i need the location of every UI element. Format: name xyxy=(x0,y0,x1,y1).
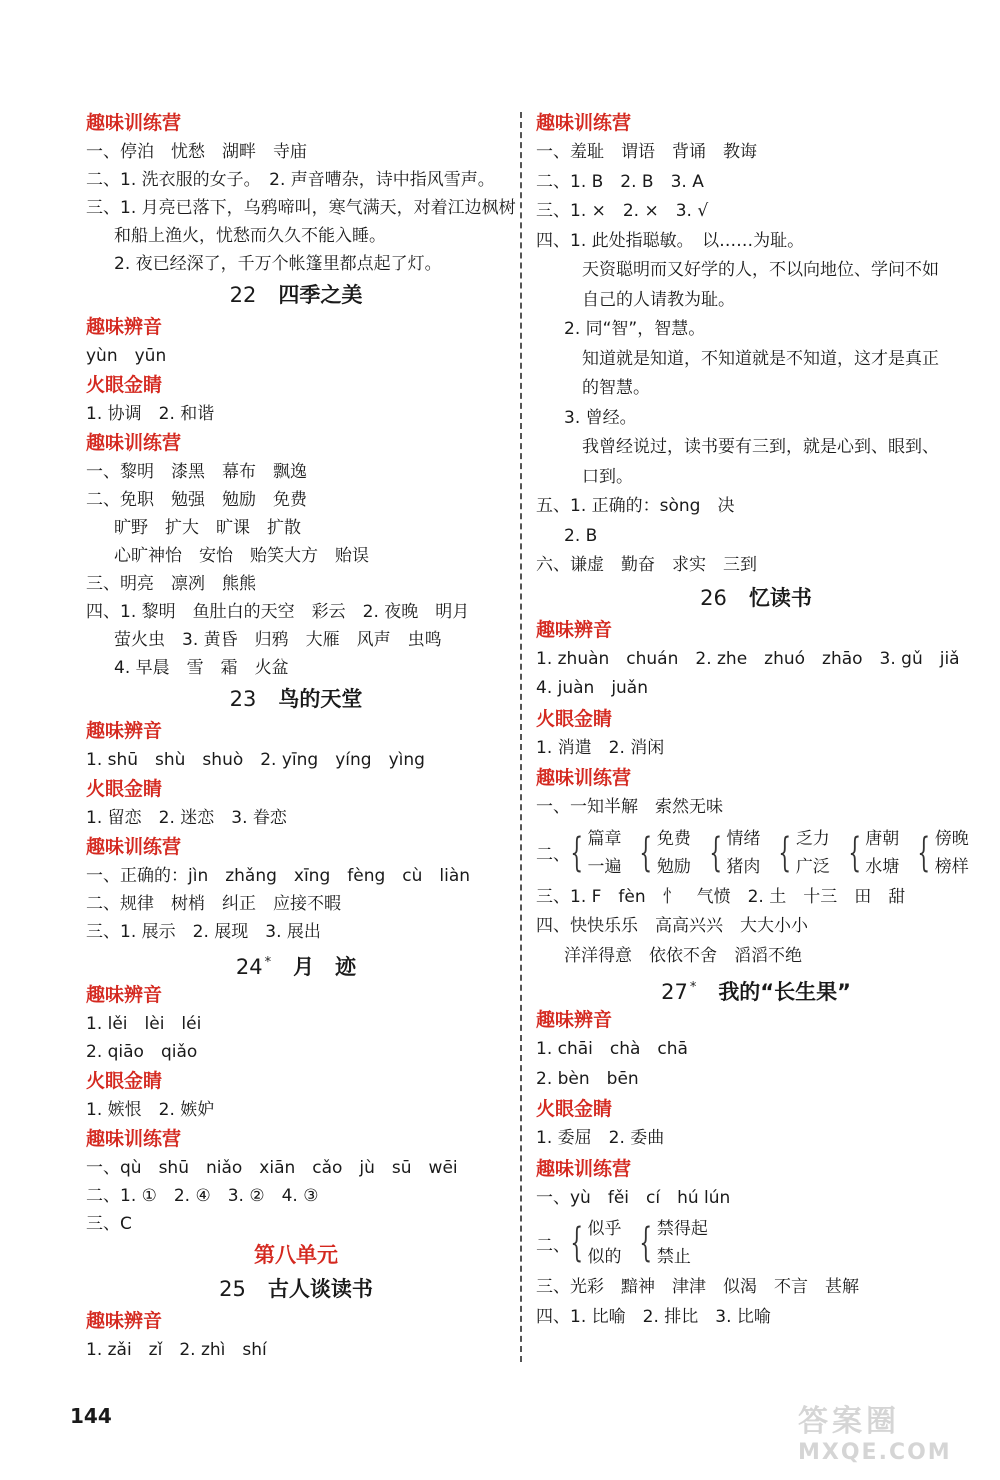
section-heading: 火眼金睛 xyxy=(536,707,613,730)
answer-line: 4. 早晨 雪 霜 火盆 xyxy=(114,658,289,678)
lesson-title xyxy=(86,278,506,312)
answer-line: yùn yūn xyxy=(86,346,167,366)
answer-line: 一、停泊 忧愁 湖畔 寺庙 xyxy=(86,142,307,162)
word-pair: { 傍晚 榜样 xyxy=(917,828,969,877)
brace-icon: { xyxy=(848,829,861,876)
answer-line: 3. 曾经。 xyxy=(564,407,637,428)
answer-line: 三、明亮 凛冽 熊熊 xyxy=(86,574,256,594)
section-heading: 趣味辨音 xyxy=(86,984,163,1006)
answer-line: 知道就是知道，不知道就是不知道，这才是真正 xyxy=(582,348,939,369)
answer-line: 五、1. 正确的：sòng 决 xyxy=(536,496,735,516)
lesson-title xyxy=(86,946,506,980)
answer-line: 洋洋得意 依依不舍 滔滔不绝 xyxy=(564,945,802,966)
answer-line: 三、1. × 2. × 3. √ xyxy=(536,201,709,221)
unit-title: 第八单元 xyxy=(254,1242,338,1267)
brace-icon: { xyxy=(778,829,792,876)
lesson-name: 古人谈读书 xyxy=(267,1277,373,1301)
answer-line: 心旷神怡 安怡 贻笑大方 贻误 xyxy=(114,546,369,566)
word-pair: { 禁得起 禁止 xyxy=(639,1219,708,1267)
answer-line: 2. 同“智”，智慧。 xyxy=(564,319,706,339)
section-heading: 趣味训练营 xyxy=(86,836,182,858)
answer-line: 2. qiāo qiǎo xyxy=(86,1042,198,1062)
section-heading: 趣味辨音 xyxy=(536,1009,613,1031)
section-heading: 趣味辨音 xyxy=(536,618,613,641)
section-heading: 趣味训练营 xyxy=(536,1157,632,1180)
section-heading: 趣味辨音 xyxy=(86,720,163,742)
lesson-name: 四季之美 xyxy=(278,283,363,307)
section-heading: 趣味训练营 xyxy=(536,767,632,789)
optional-star: * xyxy=(264,955,272,970)
watermark-url: MXQE.COM xyxy=(798,1440,952,1465)
lesson-name: 忆读书 xyxy=(748,585,812,610)
answer-line: 1. shū shù shuò 2. yīng yíng yìng xyxy=(86,750,425,770)
answer-line: 2. B xyxy=(564,525,598,546)
answer-line: 1. 消遣 2. 消闲 xyxy=(536,737,665,758)
answer-line: 1. 嫉恨 2. 嫉妒 xyxy=(86,1100,215,1120)
answer-line: 三、光彩 黯神 津津 似渴 不言 甚解 xyxy=(536,1277,859,1297)
answer-line: 二、免职 勉强 勉励 免费 xyxy=(86,490,307,510)
lesson-number: 24 * xyxy=(235,955,272,979)
lesson-title xyxy=(86,1272,506,1306)
lesson-title xyxy=(536,971,976,1005)
lesson-title xyxy=(536,581,976,615)
watermark-text: 答案圈 xyxy=(798,1404,900,1439)
answer-line: 一、qù shū niǎo xiān cǎo jù sū wēi xyxy=(86,1158,458,1178)
answer-line: 旷野 扩大 旷课 扩散 xyxy=(114,518,301,538)
section-heading: 趣味训练营 xyxy=(86,1128,182,1150)
brace-answer-row xyxy=(536,823,976,883)
column-divider xyxy=(520,112,522,1362)
answer-line: 自己的人请教为耻。 xyxy=(582,289,735,310)
word-pair: { 免费 勉励 xyxy=(639,828,691,877)
item-number: 二、 xyxy=(536,845,570,865)
answer-line: 二、1. 洗衣服的女子。 2. 声音嘈杂，诗中指风雪声。 xyxy=(86,170,495,190)
answer-line: 一、一知半解 索然无味 xyxy=(536,797,723,817)
lesson-number: 25 xyxy=(219,1277,246,1301)
left-column xyxy=(86,108,516,1364)
section-heading: 趣味训练营 xyxy=(86,112,182,134)
answer-line: 1. chāi chà chā xyxy=(536,1039,688,1059)
word-pair: { 篇章 一遍 xyxy=(570,828,622,877)
watermark-logo xyxy=(798,1396,988,1476)
answer-line: 三、C xyxy=(86,1214,132,1234)
page-number: 144 xyxy=(70,1404,112,1428)
section-heading: 火眼金睛 xyxy=(86,1070,163,1092)
answer-line: 四、1. 比喻 2. 排比 3. 比喻 xyxy=(536,1306,771,1327)
answer-line: 的智慧。 xyxy=(582,378,650,398)
answer-line: 一、yù fěi cí hú lún xyxy=(536,1187,731,1208)
section-heading: 趣味训练营 xyxy=(86,432,182,454)
lesson-number: 26 xyxy=(700,585,727,610)
answer-line: 萤火虫 3. 黄昏 归鸦 大雁 风声 虫鸣 xyxy=(114,630,442,650)
lesson-title xyxy=(86,682,506,716)
answer-line: 六、谦虚 勤奋 求实 三到 xyxy=(536,555,757,575)
brace-icon: { xyxy=(639,829,653,876)
right-column xyxy=(536,108,976,1332)
section-heading: 趣味辨音 xyxy=(86,1310,163,1332)
answer-line: 三、1. 展示 2. 展现 3. 展出 xyxy=(86,922,321,942)
word-pair: { 乏力 广泛 xyxy=(778,828,830,877)
answer-line: 1. zǎi zǐ 2. zhì shí xyxy=(86,1340,267,1360)
answer-line: 天资聪明而又好学的人，不以向地位、学问不如 xyxy=(582,260,939,280)
answer-line: 1. 留恋 2. 迷恋 3. 眷恋 xyxy=(86,808,287,828)
lesson-name: 我的“长生果” xyxy=(718,980,851,1004)
answer-line: 和船上渔火，忧愁而久久不能入睡。 xyxy=(114,226,386,246)
answer-line: 四、1. 此处指聪敏。 以……为耻。 xyxy=(536,230,805,251)
section-heading: 火眼金睛 xyxy=(86,778,163,800)
answer-line: 三、1. F fèn 忄 气愤 2. 土 十三 田 甜 xyxy=(536,886,906,907)
brace-icon: { xyxy=(570,829,584,876)
answer-line: 口到。 xyxy=(582,466,633,487)
answer-line: 二、1. B 2. B 3. A xyxy=(536,171,704,192)
answer-line: 二、规律 树梢 纠正 应接不暇 xyxy=(86,894,341,914)
answer-line: 二、1. ① 2. ④ 3. ② 4. ③ xyxy=(86,1186,319,1206)
answer-line: 1. lěi lèi léi xyxy=(86,1014,202,1034)
answer-line: 1. zhuàn chuán 2. zhe zhuó zhāo 3. gǔ jiǎ xyxy=(536,648,960,669)
answer-line: 一、黎明 漆黑 幕布 飘逸 xyxy=(86,462,307,482)
brace-answer-row xyxy=(536,1213,976,1273)
answer-line: 四、快快乐乐 高高兴兴 大大小小 xyxy=(536,916,808,936)
brace-icon: { xyxy=(917,829,931,876)
brace-icon: { xyxy=(570,1220,584,1266)
word-pair: { 似乎 似的 xyxy=(570,1219,622,1267)
answer-line: 2. bèn bēn xyxy=(536,1068,639,1089)
optional-star: * xyxy=(689,980,697,995)
section-heading: 趣味辨音 xyxy=(86,316,163,338)
answer-line: 一、羞耻 谓语 背诵 教诲 xyxy=(536,142,757,162)
brace-icon: { xyxy=(639,1220,653,1266)
lesson-name: 月 迹 xyxy=(293,955,357,979)
brace-icon: { xyxy=(709,829,722,876)
word-pair: { 唐朝 水塘 xyxy=(848,828,900,877)
answer-line: 我曾经说过，读书要有三到，就是心到、眼到、 xyxy=(582,437,939,457)
answer-line: 四、1. 黎明 鱼肚白的天空 彩云 2. 夜晚 明月 xyxy=(86,602,470,622)
section-heading: 趣味训练营 xyxy=(536,112,632,134)
lesson-number: 22 xyxy=(229,283,257,307)
lesson-name: 鸟的天堂 xyxy=(278,687,363,711)
section-heading: 火眼金睛 xyxy=(536,1098,613,1120)
answer-line: 一、正确的：jìn zhǎng xīng fèng cù liàn xyxy=(86,866,471,886)
answer-line: 三、1. 月亮已落下，乌鸦啼叫，寒气满天，对着江边枫树 xyxy=(86,198,516,218)
item-number: 二、 xyxy=(536,1235,570,1256)
word-pair: { 情绪 猪肉 xyxy=(709,828,761,877)
answer-line: 4. juàn juǎn xyxy=(536,678,649,698)
lesson-number: 23 xyxy=(229,687,257,711)
section-heading: 火眼金睛 xyxy=(86,374,163,396)
answer-line: 1. 协调 2. 和谐 xyxy=(86,404,215,424)
answer-line: 2. 夜已经深了，千万个帐篷里都点起了灯。 xyxy=(114,254,442,274)
lesson-number: 27 * xyxy=(661,980,697,1004)
answer-line: 1. 委屈 2. 委曲 xyxy=(536,1128,665,1148)
